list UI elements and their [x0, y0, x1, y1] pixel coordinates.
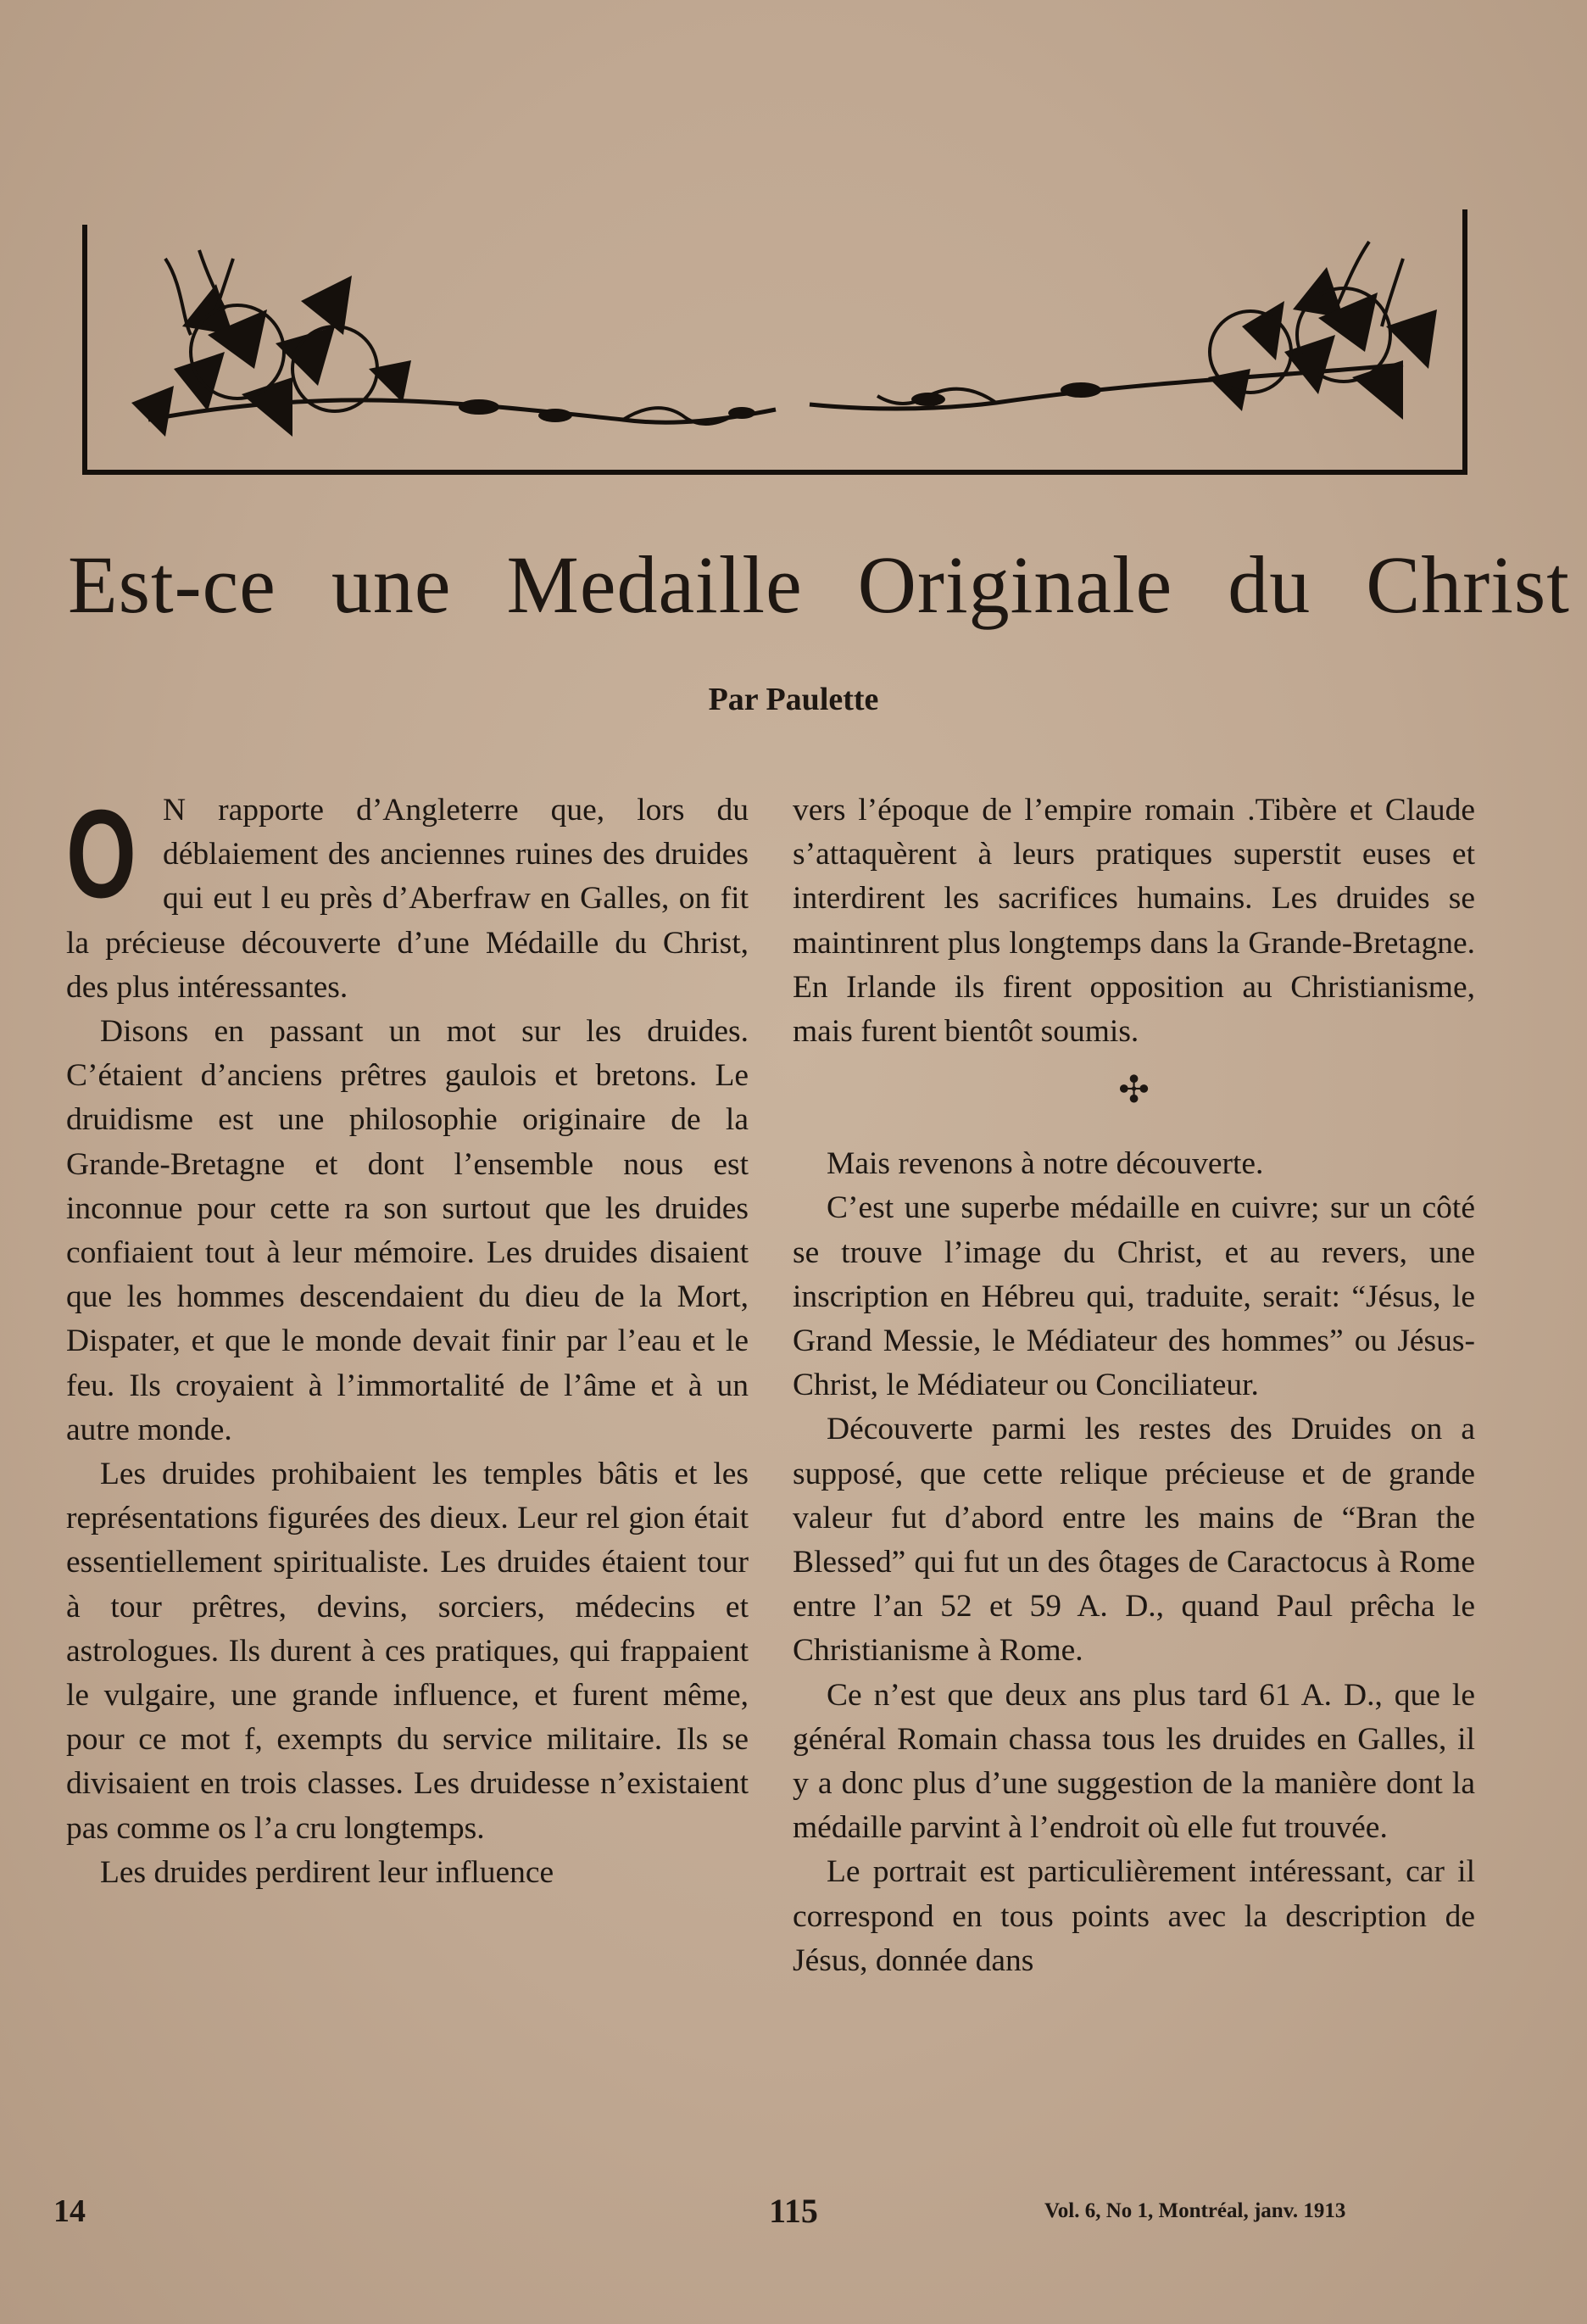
footer-left-mark: 14 [53, 2193, 86, 2229]
paragraph: Ce n’est que deux ans plus tard 61 A. D., que le général Romain chassa tous les druides en Galles, il y a donc plus d’une suggestion de la manière dont la médaille parvint à l’endroit où elle fut trouvée. [793, 1677, 1475, 1846]
paragraph: Le portrait est particulièrement intéressant, car il correspond en tous points avec la description de Jésus, donnée dans [793, 1854, 1475, 1978]
floral-ornament-illustration [81, 208, 1471, 481]
article-title: Est-ce une Medaille Originale du Christ [68, 539, 1570, 630]
issue-info: Vol. 6, No 1, Montréal, janv. 1913 [1044, 2199, 1346, 2222]
paragraph: Disons en passant un mot sur les druides. C’étaient d’anciens prêtres gaulois et bretons. Le druidisme est une philosophie originaire de la Grande-Bretagne et dont l’ensemble nous est inconnue pour cette ra son surtout que les druides confiaient tout à leur mémoire. Les druides disaient que les hommes descendaient du dieu de la Mort, Dispater, et que le monde devait finir par l’eau et le feu. Ils croyaient à l’immortalité de l’âme et à un autre monde. [66, 1014, 749, 1447]
paragraph-text: N rapporte d’Angleterre que, lors du déblaiement des anciennes ruines des druides qui eut l eu près d’Aberfraw en Galles, on fit la précieuse découverte d’une Médaille du Christ, des plus intéressantes. [66, 793, 749, 1005]
section-separator-fleuron: ✣ [1118, 1069, 1150, 1112]
paragraph: C’est une superbe médaille en cuivre; sur un côté se trouve l’image du Christ, et au revers, une inscription en Hébreu qui, traduite, serait: “Jésus, le Grand Messie, le Médiateur des hommes” ou Jésus-Christ, le Médiateur ou Conciliateur. [793, 1190, 1475, 1403]
article-byline: Par Paulette [708, 682, 879, 717]
paragraph: Les druides perdirent leur influence [100, 1854, 554, 1890]
paragraph: Mais revenons à notre découverte. [827, 1146, 1264, 1182]
paragraph: Les druides prohibaient les temples bâtis et les représentations figurées des dieux. Leur rel gion était essentiellement spiritualiste. Les druides étaient tour à tour prêtres, devins, sorciers, médecins et astrologues. Ils durent à ces pratiques, qui frappaient le vulgaire, une grande influence, et furent même, pour ce mot f, exempts du service militaire. Ils se divisaient en trois classes. Les druidesse n’existaient pas comme os l’a cru longtemps. [66, 1457, 749, 1846]
page-number: 115 [769, 2192, 818, 2230]
paragraph: Découverte parmi les restes des Druides on a supposé, que cette relique précieuse et de grande valeur fut d’abord entre les mains de “Bran the Blessed” qui fut un des ôtages de Caractocus à Rome entre l’an 52 et 59 A. D., quand Paul prêcha le Christianisme à Rome. [793, 1412, 1475, 1669]
paragraph: vers l’époque de l’empire romain .Tibère et Claude s’attaquèrent à leurs pratiques superstit euses et interdirent les sacrifices humains. Les druides se maintinrent plus longtemps dans la Grande-Bretagne. En Irlande ils firent opposition au Christianisme, mais furent bientôt soumis. [793, 793, 1475, 1050]
paragraph [66, 784, 749, 1010]
right-column [793, 789, 1475, 1983]
left-column [66, 784, 749, 1895]
floral-frame-ornament [81, 208, 1471, 481]
drop-cap: O [66, 784, 136, 924]
